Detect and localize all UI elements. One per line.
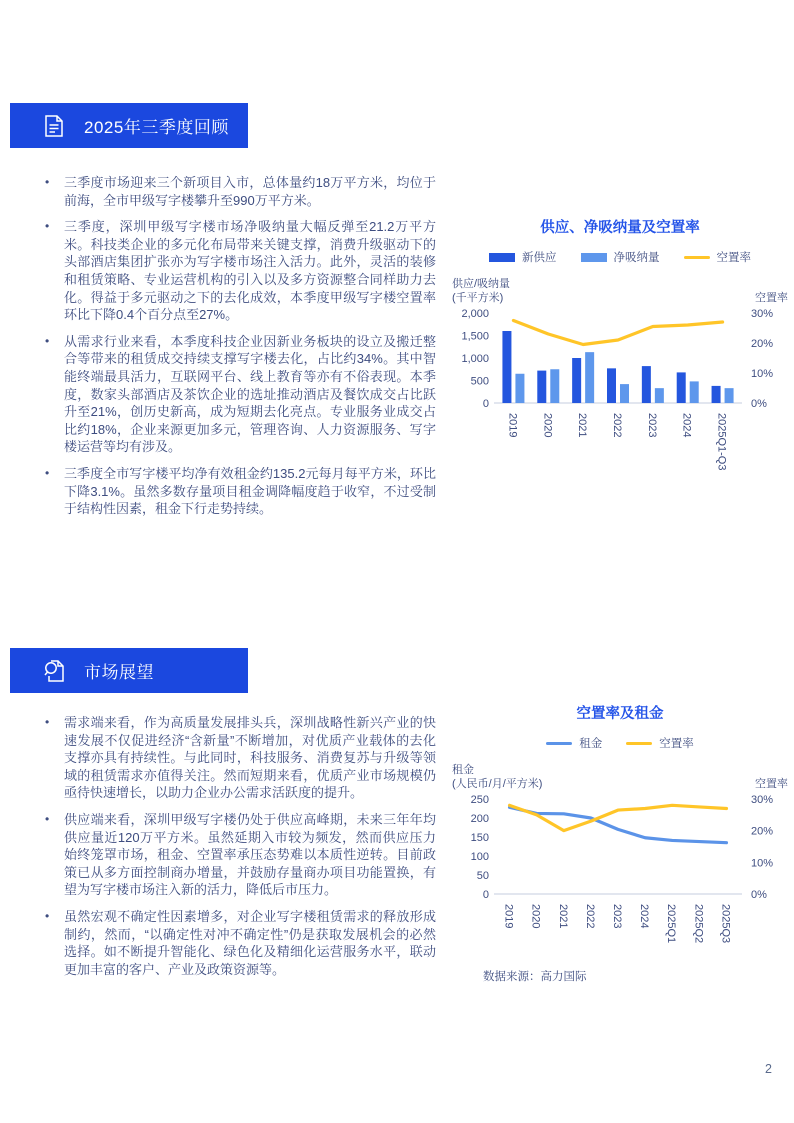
right-axis-label: 空置率	[755, 778, 788, 791]
bullet-text: 虽然宏观不确定性因素增多，对企业写字楼租赁需求的释放形成制约，然而，“以确定性对冲不确定性”仍是获取发展机会的必然选择。如不断提升智能化、绿色化及精细化运营服务水平，联动更加丰富的客户、产业及政策资源等。	[64, 908, 436, 977]
svg-text:200: 200	[470, 812, 489, 825]
svg-text:1,500: 1,500	[461, 330, 489, 343]
svg-text:30%: 30%	[751, 307, 774, 320]
axis-labels	[452, 277, 788, 306]
bullet-text: 从需求行业来看，本季度科技企业因新业务板块的设立及搬迁整合等带来的租赁成交持续支撑写字楼去化，占比约34%。其中智能终端最具活力，互联网平台、线上教育等亦有不俗表现。本季度，数家头部酒店及茶饮企业的选址推动酒店及餐饮成交占比跃升至21%，创历史新高，成为短期去化亮点。专业服务业成交占比约18%，企业来源更加多元，管理咨询、人力资源服务、写字楼运营等均有涉及。	[64, 333, 436, 455]
legend-swatch	[581, 253, 607, 262]
svg-text:20%: 20%	[751, 825, 774, 838]
left-axis-label: 供应/吸纳量 (千平方米)	[452, 278, 511, 305]
legend-item	[581, 249, 660, 265]
bullet-text: 需求端来看，作为高质量发展排头兵，深圳战略性新兴产业的快速发展不仅促进经济“含新量”不断增加，对优质产业载体的去化支撑亦具有持续性。与此同时，科技服务、消费复苏与升级等领域的租赁需求亦值得关注。然而短期来看，优质产业市场规模仍亟待快速增长，以助力企业办公需求活跃度的提升。	[64, 715, 436, 801]
section-title: 2025年三季度回顾	[84, 118, 229, 137]
legend-item	[489, 249, 557, 265]
legend-label: 租金	[579, 738, 603, 750]
legend-label: 净吸纳量	[613, 252, 660, 264]
outlook-bullet-list	[40, 714, 436, 987]
bullet-item	[40, 908, 436, 978]
svg-text:2021: 2021	[576, 412, 589, 438]
svg-text:10%: 10%	[751, 856, 774, 869]
legend-swatch	[489, 253, 515, 262]
right-axis-label: 空置率	[755, 292, 788, 305]
review-bullet-list	[40, 174, 436, 527]
chart-legend	[452, 735, 788, 751]
svg-text:2025Q1: 2025Q1	[665, 903, 678, 943]
section-review-badge	[10, 103, 248, 148]
legend-swatch	[626, 742, 652, 745]
section-title: 市场展望	[84, 663, 154, 682]
left-axis-label: 租金 (人民币/月/平方米)	[452, 764, 543, 791]
legend-label: 空置率	[659, 738, 694, 750]
bullet-text: 三季度市场迎来三个新项目入市，总体量约18万平方米，均位于前海，全市甲级写字楼攀升至990万平方米。	[64, 175, 436, 208]
svg-text:2025Q1-Q3: 2025Q1-Q3	[715, 412, 728, 471]
svg-text:2020: 2020	[541, 412, 554, 438]
svg-text:150: 150	[470, 831, 489, 844]
svg-text:10%: 10%	[751, 367, 774, 380]
svg-text:500: 500	[470, 375, 489, 388]
report-document-icon	[42, 113, 66, 139]
svg-text:50: 50	[476, 869, 489, 882]
bullet-item	[40, 465, 436, 518]
legend-swatch	[546, 742, 572, 745]
svg-text:2023: 2023	[645, 412, 658, 438]
axis-labels	[452, 763, 788, 792]
chart-canvas	[452, 308, 788, 475]
svg-text:2022: 2022	[583, 903, 596, 929]
source-note: 数据来源：高力国际	[483, 971, 587, 983]
supply-absorption-vacancy-chart	[452, 216, 788, 480]
svg-text:2022: 2022	[611, 412, 623, 438]
chart-canvas	[452, 794, 788, 946]
legend-swatch	[684, 256, 710, 259]
svg-text:1,000: 1,000	[461, 352, 489, 365]
legend-item	[684, 249, 752, 265]
bullet-text: 供应端来看，深圳甲级写字楼仍处于供应高峰期，未来三年年均供应量近120万平方米。虽然延期入市较为频发，然而供应压力始终笼罩市场，租金、空置率承压态势难以本质性逆转。目前政策已从多方面控制商办增量，并鼓励存量商办项目功能置换，有望为写字楼市场注入新的活力，降低后市压力。	[64, 811, 436, 898]
bullet-item	[40, 811, 436, 899]
section-outlook-badge	[10, 648, 248, 693]
svg-text:2019: 2019	[502, 903, 515, 929]
svg-text:2025Q3: 2025Q3	[719, 903, 732, 943]
svg-text:2024: 2024	[638, 903, 651, 929]
vacancy-rent-chart	[452, 702, 788, 951]
svg-text:20%: 20%	[751, 337, 774, 350]
svg-text:2025Q2: 2025Q2	[692, 903, 705, 943]
svg-text:30%: 30%	[751, 793, 774, 806]
svg-text:2021: 2021	[556, 903, 569, 929]
svg-text:2024: 2024	[680, 412, 693, 438]
svg-text:2020: 2020	[529, 903, 542, 929]
bullet-item	[40, 714, 436, 802]
chart-title: 空置率及租金	[576, 706, 664, 722]
legend-label: 新供应	[522, 252, 557, 264]
svg-text:0: 0	[482, 397, 489, 410]
bullet-item	[40, 218, 436, 324]
bullet-text: 三季度，深圳甲级写字楼市场净吸纳量大幅反弹至21.2万平方米。科技类企业的多元化布局带来关键支撑，消费升级驱动下的头部酒店集团扩张亦为写字楼市场注入活力。此外，灵活的装修和租赁策略、专业运营机构的引入以及多方资源整合同样助力去化。得益于多元驱动之下的去化成效，本季度甲级写字楼空置率环比下降0.4个百分点至27%。	[64, 219, 436, 323]
svg-text:2,000: 2,000	[461, 307, 489, 320]
svg-text:2019: 2019	[506, 412, 519, 438]
svg-text:0%: 0%	[751, 888, 767, 901]
page-number: 2	[765, 1062, 772, 1076]
legend-label: 空置率	[716, 252, 751, 264]
svg-text:0%: 0%	[751, 397, 767, 410]
bullet-item	[40, 333, 436, 456]
legend-item	[626, 735, 694, 751]
legend-item	[546, 735, 602, 751]
svg-text:250: 250	[470, 793, 489, 806]
svg-text:100: 100	[470, 850, 489, 863]
bullet-text: 三季度全市写字楼平均净有效租金约135.2元每月每平方米，环比下降3.1%。虽然多数存量项目租金调降幅度趋于收窄，不过受制于结构性因素，租金下行走势持续。	[64, 465, 436, 517]
chart-legend	[452, 249, 788, 265]
svg-text:0: 0	[482, 888, 489, 901]
magnifier-document-icon	[42, 658, 66, 684]
bullet-item	[40, 174, 436, 209]
svg-text:2023: 2023	[611, 903, 623, 929]
chart-title: 供应、净吸纳量及空置率	[540, 220, 700, 236]
